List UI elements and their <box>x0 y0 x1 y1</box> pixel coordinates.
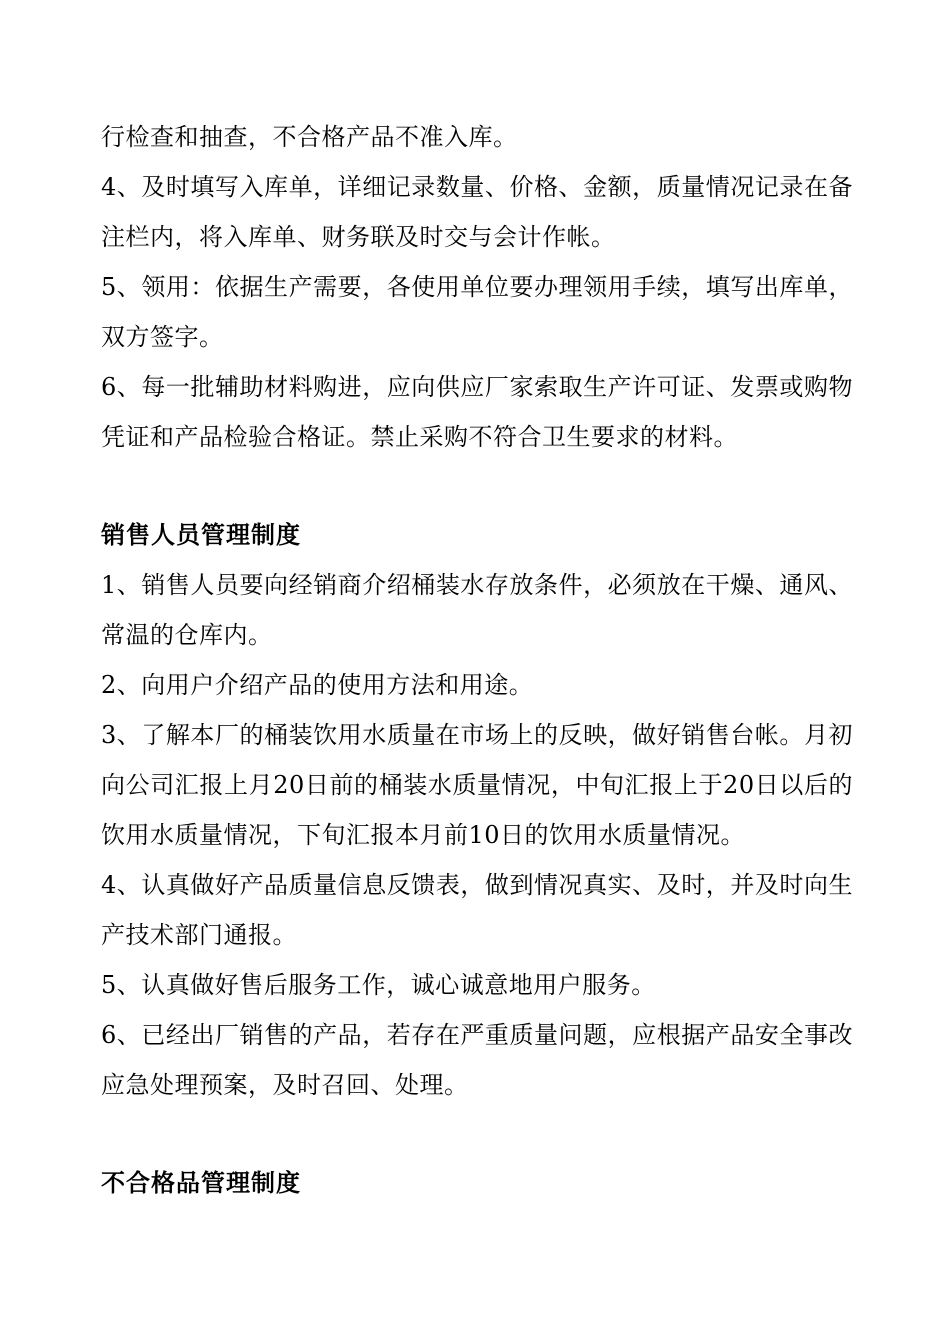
paragraph: 4、认真做好产品质量信息反馈表，做到情况真实、及时，并及时向生产技术部门通报。 <box>101 871 853 949</box>
section-heading: 不合格品管理制度 <box>101 1168 301 1197</box>
section-sales-staff <box>101 510 853 1110</box>
section-heading: 销售人员管理制度 <box>101 520 301 549</box>
paragraph: 2、向用户介绍产品的使用方法和用途。 <box>101 671 534 699</box>
section-spacer <box>101 462 853 510</box>
section-nonconforming-products <box>101 1158 853 1208</box>
paragraph: 3、了解本厂的桶装饮用水质量在市场上的反映，做好销售台帐。月初向公司汇报上月20日前的桶装水质量情况，中旬汇报上于20日以后的饮用水质量情况，下旬汇报本月前10日的饮用水质量情况。 <box>101 721 853 849</box>
section-incoming-materials <box>101 112 853 462</box>
paragraph: 5、领用：依据生产需要，各使用单位要办理领用手续，填写出库单，双方签字。 <box>101 273 853 351</box>
paragraph: 1、销售人员要向经销商介绍桶装水存放条件，必须放在干燥、通风、常温的仓库内。 <box>101 571 853 649</box>
paragraph: 6、每一批辅助材料购进，应向供应厂家索取生产许可证、发票或购物凭证和产品检验合格证。禁止采购不符合卫生要求的材料。 <box>101 373 853 451</box>
paragraph: 6、已经出厂销售的产品，若存在严重质量问题，应根据产品安全事改应急处理预案，及时召回、处理。 <box>101 1021 853 1099</box>
paragraph: 4、及时填写入库单，详细记录数量、价格、金额，质量情况记录在备注栏内，将入库单、财务联及时交与会计作帐。 <box>101 173 853 251</box>
paragraph: 5、认真做好售后服务工作，诚心诚意地用户服务。 <box>101 971 656 999</box>
paragraph: 行检查和抽查，不合格产品不准入库。 <box>101 123 518 151</box>
document-page <box>101 112 853 1208</box>
section-spacer <box>101 1110 853 1158</box>
